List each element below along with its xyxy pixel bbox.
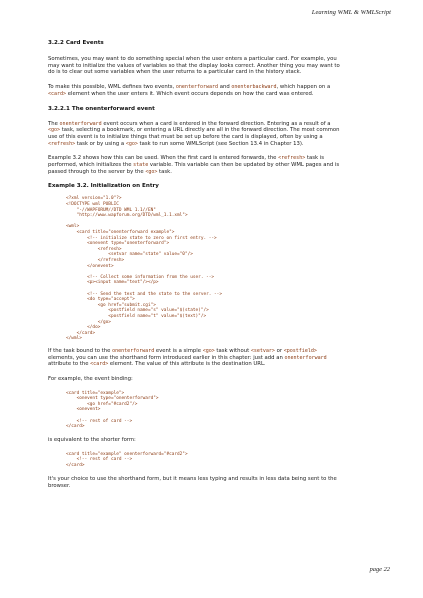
code-line: </go>	[66, 319, 111, 325]
code-line: <!-- rest of card -->	[66, 418, 133, 424]
text-run: task is	[305, 155, 324, 162]
text-run: passed through to the server by the	[48, 168, 146, 175]
code-line: <?xml version="1.0"?>	[66, 196, 122, 202]
text-line	[48, 84, 388, 91]
code-line: </wml>	[66, 336, 82, 342]
text-run: variable. This variable can then be updated by other WML pages and is	[148, 162, 340, 169]
text-line	[48, 348, 388, 355]
code-line: </card>	[66, 424, 85, 430]
text-run: Example 3.2 shows how this can be used. When the first card is entered forwards, the	[48, 155, 279, 162]
text-run: event is a simple	[154, 347, 203, 354]
text-line	[48, 141, 388, 148]
text-run: The	[48, 120, 60, 127]
text-run: element. The value of this attribute is the destination URL.	[108, 361, 266, 368]
onenterforward-paragraph	[48, 121, 388, 148]
inline-code: onenterforward	[112, 347, 155, 354]
text-run: , which happen on a	[276, 84, 331, 91]
inline-code: <setvar>	[250, 347, 275, 354]
page-content	[48, 40, 388, 490]
closing-paragraph	[48, 476, 388, 489]
equivalent-text: is equivalent to the shorter form:	[48, 436, 136, 443]
code-line: <card title="onenterforward example">	[66, 230, 175, 235]
text-run: and	[218, 84, 232, 91]
inline-code: onenterforward	[284, 354, 327, 361]
text-run: performed, which initializes the	[48, 162, 134, 169]
text-line: Sometimes, you may want to do something special when the user enters a particular card. For example, you	[48, 56, 337, 62]
text-line	[48, 155, 388, 162]
text-line: browser.	[48, 483, 71, 490]
text-run: attribute to the	[48, 361, 91, 368]
inline-code: <go>	[202, 347, 215, 354]
code-line: <wml>	[66, 224, 80, 230]
code-line: <!-- initialize state to zero on first entry. -->	[66, 235, 217, 241]
text-line	[48, 91, 388, 98]
code-line: <onevent>	[66, 407, 101, 413]
example-heading: Example 3.2. Initialization on Entry	[48, 183, 159, 190]
subsection-heading: 3.2.2.1 The onenterforward event	[48, 105, 155, 112]
inline-code: <go>	[125, 140, 138, 147]
code-line: <p><input name="text"/></p>	[66, 280, 159, 286]
inline-code: <postfield>	[283, 347, 317, 354]
intro-paragraph	[48, 56, 388, 76]
text-run: event occurs when a card is entered in the forward direction. Entering as a result of a	[101, 120, 331, 127]
text-run: If the task bound to the	[48, 347, 113, 354]
text-line: do is to clear out some variables when the user returns to a particular card in the history stack.	[48, 69, 302, 76]
text-run: task, selecting a bookmark, or entering a URL directly are all in the forward direction. The most common	[60, 127, 340, 134]
code-line: </do>	[66, 325, 101, 331]
inline-code: <refresh>	[48, 140, 76, 147]
page-number: page 22	[369, 566, 390, 573]
text-line	[48, 169, 388, 176]
code-line: </card>	[66, 462, 85, 468]
inline-code: onenterforward	[175, 84, 219, 91]
text-run: elements, you can use the shorthand form introduced earlier in this chapter: just add an	[48, 354, 285, 361]
text-run: element when the user enters it. Which event occurs depends on how the card was entered.	[66, 90, 314, 97]
inline-code: state	[133, 162, 149, 169]
text-run: task to run some WMLScript (see Section 13.4 in Chapter 13).	[137, 140, 304, 147]
code-line: "http://www.wapforum.org/DTD/wml_1.1.xml">	[66, 213, 188, 219]
inline-code: <go>	[48, 127, 61, 134]
inline-code: <refresh>	[278, 155, 306, 162]
code-line: <do type="accept">	[66, 297, 135, 303]
text-run: task without	[214, 347, 251, 354]
code-line: <onevent type="onenterforward">	[66, 396, 159, 402]
section-heading: 3.2.2 Card Events	[48, 40, 104, 46]
code-line: <!-- Collect some information from the user. -->	[66, 274, 215, 280]
code-line: <!DOCTYPE wml PUBLIC	[66, 202, 119, 208]
code-line: <card title="example">	[66, 390, 125, 396]
code-line: <onevent type="onenterforward">	[66, 241, 170, 247]
code-line: <card title="example" onenterforward="#card2">	[66, 451, 188, 457]
events-paragraph	[48, 84, 388, 97]
shorthand-paragraph	[48, 348, 388, 368]
text-run: To make this possible, WML defines two events,	[48, 84, 176, 91]
text-run: or	[274, 347, 284, 354]
text-line	[48, 361, 388, 368]
code-line: <refresh>	[66, 246, 122, 252]
binding-intro: For example, the event binding:	[48, 375, 133, 382]
example-paragraph	[48, 155, 388, 175]
text-run: task.	[157, 168, 172, 175]
text-line	[48, 162, 388, 169]
text-line	[48, 121, 388, 128]
running-header: Learning WML & WMLScript	[311, 9, 391, 16]
inline-code: <go>	[145, 168, 158, 175]
code-line: <postfield name="s" value="$(state)"/>	[66, 308, 209, 314]
code-line: </card>	[66, 330, 96, 336]
short-code-block	[66, 452, 388, 469]
code-line: <go href="submit.cgi">	[66, 302, 156, 308]
code-line: "-//WAPFORUM//DTD WML 1.1//EN"	[66, 207, 156, 213]
text-line	[48, 127, 388, 134]
inline-code: onenterforward	[59, 120, 102, 127]
inline-code: onenterbackward	[231, 84, 277, 91]
inline-code: <card>	[48, 90, 67, 97]
inline-code: <card>	[90, 361, 109, 368]
code-line: <go href="#card2"/>	[66, 401, 138, 407]
text-line	[48, 355, 388, 362]
text-line: use of this event is to initialize things that must be set up before the card is displayed, often by using a	[48, 133, 323, 140]
code-line: <postfield name="t" value="$(text)"/>	[66, 313, 207, 319]
example-code-block	[66, 196, 388, 341]
text-line: It's your choice to use the shorthand form, but it means less typing and results in less data being sent to the	[48, 476, 337, 483]
code-line: </refresh>	[66, 257, 125, 263]
binding-code-block	[66, 391, 388, 430]
text-line: may want to initialize the values of variables so that the display looks correct. Another thing you may want to	[48, 62, 340, 69]
text-run: task or by using a	[75, 140, 126, 147]
code-line: <!-- rest of card -->	[66, 457, 133, 463]
code-line: </onevent>	[66, 263, 114, 269]
code-line: <!-- Send the text and the state to the server. -->	[66, 291, 222, 297]
code-line: <setvar name="state" value="0"/>	[66, 252, 193, 258]
